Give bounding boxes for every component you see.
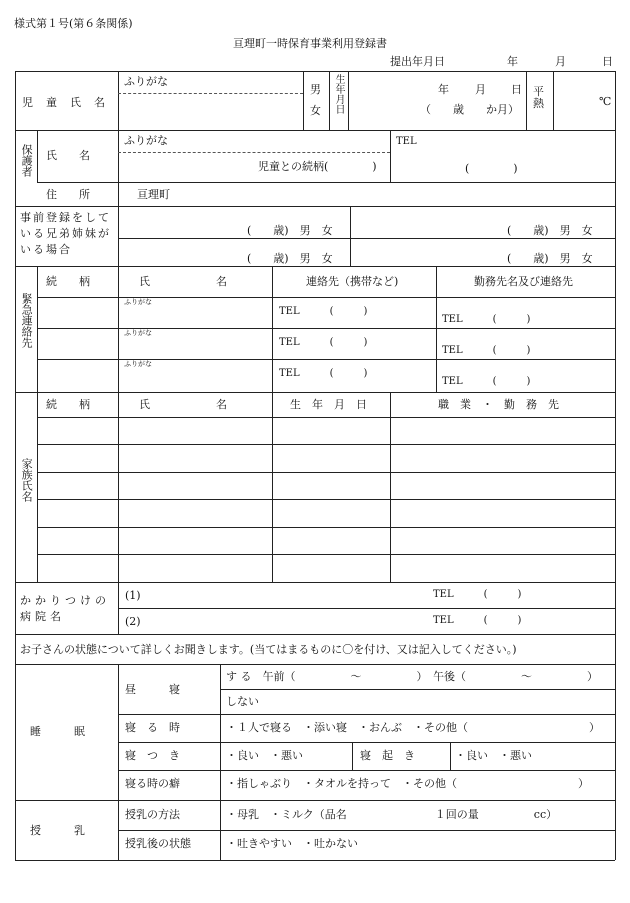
- nap-label: 昼 寝: [125, 683, 180, 696]
- siblings-label: 事前登録をしている兄弟姉妹がいる場合: [20, 211, 111, 256]
- child-birth-day: 日: [511, 83, 522, 96]
- rule: [348, 71, 349, 130]
- emergency-header-name: 氏 名: [139, 275, 227, 288]
- rule: [329, 71, 330, 130]
- rule: [15, 664, 615, 665]
- rule: [118, 71, 119, 130]
- emergency-row-2-furigana: ふりがな: [124, 329, 152, 337]
- hospital-2-num: (2): [125, 615, 141, 628]
- rule: [15, 634, 615, 635]
- nap-dont-option: しない: [226, 695, 259, 708]
- feeding-label: 授 乳: [30, 824, 85, 837]
- frame-left: [15, 71, 16, 860]
- guardian-name-label: 氏 名: [46, 149, 90, 162]
- fall-asleep-options: ・良い ・悪い: [226, 749, 303, 762]
- rule: [15, 800, 615, 801]
- sleep-time-label: 寝 る 時: [125, 721, 180, 734]
- rule: [272, 266, 273, 392]
- rule: [15, 582, 615, 583]
- family-header-relation: 続 柄: [46, 398, 90, 411]
- emergency-row-2-work-tel: TEL ( ): [442, 345, 531, 356]
- rule: [553, 71, 554, 130]
- submit-date-year: 年: [507, 55, 518, 68]
- child-name-label: 児 童 氏 名: [22, 96, 106, 109]
- rule: [37, 499, 615, 500]
- rule: [37, 266, 38, 392]
- rule: [450, 742, 451, 770]
- child-birth-label: 生年月日: [333, 74, 344, 114]
- emergency-row-1-work-tel: TEL ( ): [442, 314, 531, 325]
- child-temp-unit: ℃: [599, 95, 612, 108]
- rule: [37, 417, 615, 418]
- rule: [118, 130, 119, 206]
- feeding-after-label: 授乳後の状態: [125, 837, 191, 850]
- rule: [37, 182, 615, 183]
- habit-options: ・指しゃぶり ・タオルを持って ・その他（ ）: [226, 777, 589, 790]
- emergency-row-3-work-tel: TEL ( ): [442, 376, 531, 387]
- nap-do-options: す る 午前（ ～ ） 午後（ ～ ）: [226, 670, 598, 683]
- feeding-method-label: 授乳の方法: [125, 808, 180, 821]
- rule: [118, 742, 615, 743]
- rule: [118, 608, 615, 609]
- rule: [220, 689, 615, 690]
- guardian-tel-label: TEL: [396, 136, 417, 147]
- hospital-1-tel: TEL ( ): [433, 589, 522, 600]
- rule: [118, 206, 119, 266]
- rule: [303, 71, 304, 130]
- child-age: （ 歳 か月）: [420, 103, 519, 116]
- guardian-tel-paren: ( ): [465, 162, 518, 175]
- rule: [15, 266, 615, 267]
- sibling-3-entry: ( 歳) 男 女: [247, 252, 333, 265]
- submit-date-month: 月: [555, 55, 566, 68]
- guardian-address-value: 亘理町: [137, 188, 170, 201]
- feeding-method-options: ・母乳 ・ミルク（品名 １回の量 cc）: [226, 808, 558, 821]
- guardian-label: 保護者: [20, 144, 34, 177]
- sleep-time-options: ・１人で寝る ・添い寝 ・おんぶ ・その他（ ）: [226, 721, 600, 734]
- child-birth-month: 月: [475, 83, 486, 96]
- sibling-1-entry: ( 歳) 男 女: [247, 224, 333, 237]
- emergency-label: 緊急連絡先: [20, 293, 34, 348]
- rule: [436, 266, 437, 392]
- emergency-row-1-furigana: ふりがな: [124, 298, 152, 306]
- rule: [37, 554, 615, 555]
- rule: [350, 206, 351, 266]
- sleep-label: 睡 眠: [30, 725, 85, 738]
- rule: [118, 238, 615, 239]
- hospital-label: かかりつけの病院名: [20, 594, 110, 623]
- child-birth-year: 年: [438, 83, 449, 96]
- hospital-2-tel: TEL ( ): [433, 615, 522, 626]
- emergency-row-3-furigana: ふりがな: [124, 360, 152, 368]
- page-title: 亘理町一時保育事業利用登録書: [233, 37, 387, 50]
- feeding-after-options: ・吐きやすい ・吐かない: [226, 837, 358, 850]
- rule: [15, 392, 615, 393]
- child-female: 女: [310, 104, 321, 117]
- frame-right: [615, 71, 616, 860]
- emergency-header-relation: 続 柄: [46, 275, 90, 288]
- rule: [118, 830, 615, 831]
- child-furigana: ふりがな: [124, 75, 168, 88]
- rule: [37, 130, 38, 182]
- emergency-row-1-tel: TEL ( ): [279, 306, 368, 317]
- submit-date-label: 提出年月日: [390, 55, 445, 68]
- form-number: 様式第１号(第６条関係): [14, 17, 133, 30]
- rule: [37, 472, 615, 473]
- family-header-birth: 生 年 月 日: [290, 398, 367, 411]
- rule: [15, 206, 615, 207]
- rule: [118, 93, 303, 94]
- fall-asleep-label: 寝 つ き: [125, 749, 180, 762]
- emergency-row-3-tel: TEL ( ): [279, 368, 368, 379]
- child-male: 男: [310, 83, 321, 96]
- sibling-2-entry: ( 歳) 男 女: [507, 224, 593, 237]
- rule: [37, 527, 615, 528]
- child-temp-label: 平熱: [533, 85, 544, 111]
- frame-bottom: [15, 860, 615, 861]
- guardian-furigana: ふりがな: [124, 134, 168, 147]
- habit-label: 寝る時の癖: [125, 777, 180, 790]
- rule: [352, 742, 353, 770]
- family-header-work: 職 業 ・ 勤 務 先: [438, 398, 559, 411]
- notice-text: お子さんの状態について詳しくお聞きします。(当てはまるものに〇を付け、又は記入してください。): [20, 643, 517, 656]
- emergency-row-2-tel: TEL ( ): [279, 337, 368, 348]
- rule: [118, 152, 390, 153]
- rule: [118, 770, 615, 771]
- emergency-header-work: 勤務先名及び連絡先: [474, 275, 573, 288]
- hospital-1-num: (1): [125, 589, 141, 602]
- wake-options: ・良い ・悪い: [455, 749, 532, 762]
- rule: [526, 71, 527, 130]
- rule: [118, 266, 119, 392]
- sibling-4-entry: ( 歳) 男 女: [507, 252, 593, 265]
- submit-date-day: 日: [602, 55, 613, 68]
- frame-top: [15, 71, 615, 72]
- emergency-header-contact: 連絡先（携帯など): [306, 275, 399, 288]
- guardian-relation: 児童との続柄( ): [258, 160, 377, 173]
- rule: [118, 714, 615, 715]
- guardian-address-label: 住 所: [46, 188, 90, 201]
- family-header-name: 氏 名: [139, 398, 227, 411]
- rule: [37, 444, 615, 445]
- rule: [15, 130, 615, 131]
- rule: [390, 130, 391, 182]
- wake-label: 寝 起 き: [360, 749, 415, 762]
- family-label: 家族氏名: [20, 458, 34, 502]
